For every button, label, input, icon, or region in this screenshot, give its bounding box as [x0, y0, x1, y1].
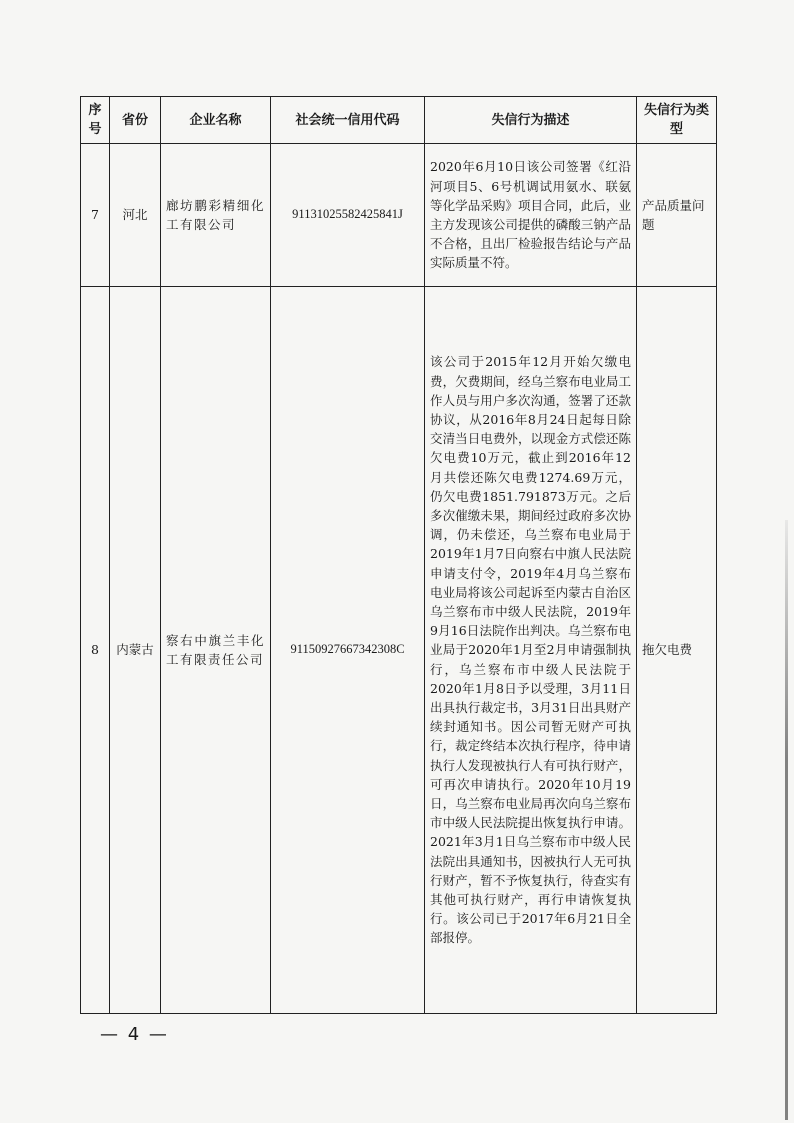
- row-type: 产品质量问题: [637, 144, 717, 287]
- row-index: 8: [81, 287, 110, 1014]
- row-description: 2020年6月10日该公司签署《红沿河项目5、6号机调试用氨水、联氨等化学品采购》项目合同，此后，业主方发现该公司提供的磷酸三钠产品不合格，且出厂检验报告结论与产品实际质量不符。: [425, 144, 637, 287]
- row-credit-code: 91131025582425841J: [271, 144, 425, 287]
- row-province: 河北: [110, 144, 161, 287]
- header-index: 序号: [81, 97, 110, 144]
- header-company: 企业名称: [161, 97, 271, 144]
- row-company: 察右中旗兰丰化工有限责任公司: [161, 287, 271, 1014]
- row-province: 内蒙古: [110, 287, 161, 1014]
- row-index: 7: [81, 144, 110, 287]
- row-company: 廊坊鹏彩精细化工有限公司: [161, 144, 271, 287]
- table-row: [81, 144, 717, 287]
- header-description: 失信行为描述: [425, 97, 637, 144]
- row-credit-code: 91150927667342308C: [271, 287, 425, 1014]
- header-province: 省份: [110, 97, 161, 144]
- page-edge-shadow: [785, 520, 788, 1120]
- row-type: 拖欠电费: [637, 287, 717, 1014]
- dishonest-enterprise-table: [80, 96, 717, 1014]
- page-number: — 4 —: [100, 1024, 169, 1045]
- table-header-row: [81, 97, 717, 144]
- row-description: 该公司于2015年12月开始欠缴电费，欠费期间，经乌兰察布电业局工作人员与用户多次沟通，签署了还款协议，从2016年8月24日起每日除交清当日电费外，以现金方式偿还陈欠电费10万元，截止到2016年12月共偿还陈欠电费1274.69万元，仍欠电费1851.791873万元。之后多次催缴未果，期间经过政府多次协调，仍未偿还，乌兰察布电业局于2019年1月7日向察右中旗人民法院申请支付令，2019年4月乌兰察布电业局将该公司起诉至内蒙古自治区乌兰察布市中级人民法院，2019年9月16日法院作出判决。乌兰察布电业局于2020年1月至2月申请强制执行，乌兰察布市中级人民法院于2020年1月8日予以受理，3月11日出具执行裁定书，3月31日出具财产续封通知书。因公司暂无财产可执行，裁定终结本次执行程序，待申请执行人发现被执行人有可执行财产，可再次申请执行。2020年10月19日，乌兰察布电业局再次向乌兰察布市中级人民法院提出恢复执行申请。2021年3月1日乌兰察布市中级人民法院出具通知书，因被执行人无可执行财产，暂不予恢复执行，待查实有其他可执行财产，再行申请恢复执行。该公司已于2017年6月21日全部报停。: [425, 287, 637, 1014]
- header-type: 失信行为类型: [637, 97, 717, 144]
- header-credit-code: 社会统一信用代码: [271, 97, 425, 144]
- table-row: [81, 287, 717, 1014]
